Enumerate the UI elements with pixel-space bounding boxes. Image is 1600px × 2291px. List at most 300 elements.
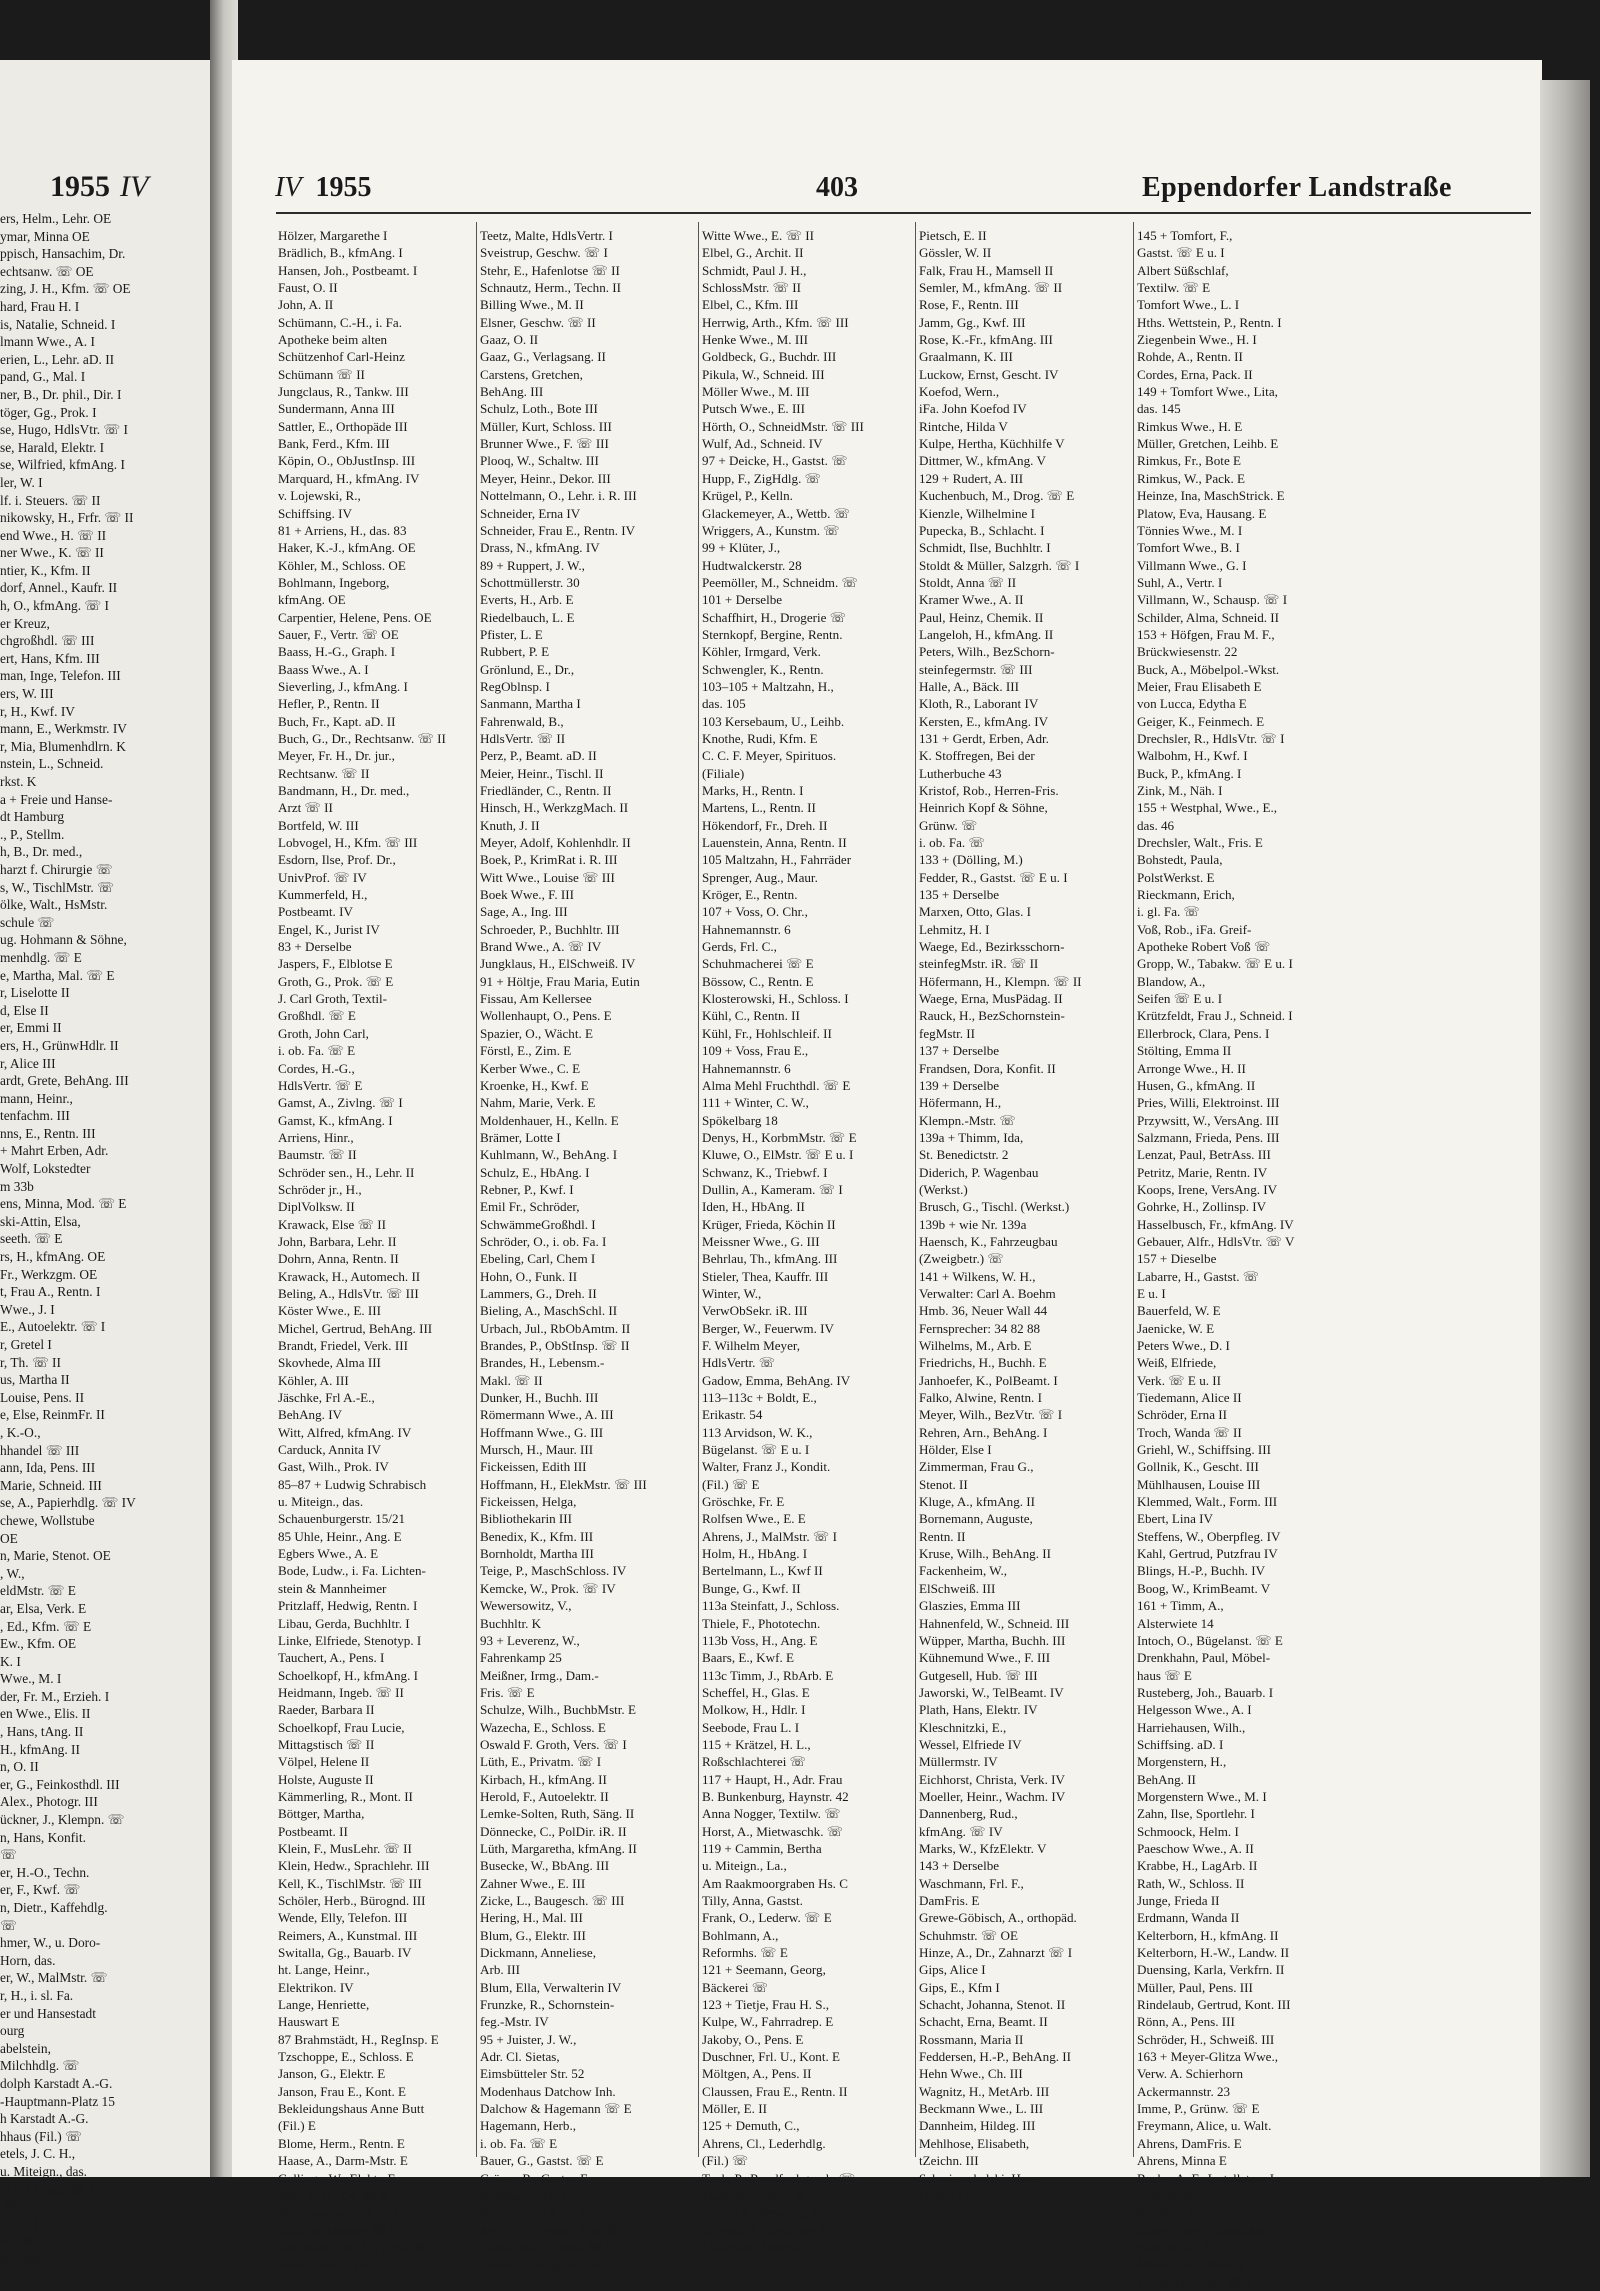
directory-entry: Haensch, K., Fahrzeugbau: [919, 1233, 1058, 1249]
directory-entry: Hinsch, H., WerkzgMach. II: [480, 800, 629, 816]
directory-entry: Diderich, P. Wagenbau: [919, 1164, 1039, 1180]
directory-entry: Peemöller, M., Schneidm. ☏: [702, 574, 858, 590]
directory-entry: er Kreuz,: [0, 615, 50, 631]
directory-entry: is, Natalie, Schneid. I: [0, 316, 116, 332]
directory-entry: schule ☏: [0, 914, 55, 930]
directory-entry: Langeloh, H., kfmAng. II: [919, 626, 1054, 642]
directory-entry: Billing Wwe., M. II: [480, 297, 584, 313]
directory-entry: Modenhaus Datchow Inh.: [480, 2083, 616, 2099]
directory-entry: Pietsch, E. II: [919, 228, 987, 243]
directory-entry: 131 + Gerdt, Erben, Adr.: [919, 730, 1049, 746]
directory-entry: 109 + Voss, Frau E.,: [702, 1043, 809, 1059]
directory-entry: Jakoby, O., Pens. E: [702, 2031, 804, 2047]
directory-entry: Walbohm, H., Kwf. I: [1137, 748, 1248, 764]
directory-entry: Rebner, P., Kwf. I: [480, 1181, 574, 1197]
directory-entry: Kühl, Fr., Hohlschleif. II: [702, 1025, 832, 1041]
directory-entry: Behrlau, Th., kfmAng. III: [702, 1251, 838, 1267]
directory-entry: Schönfeldt, Gertr.,: [1137, 2187, 1234, 2203]
directory-entry: Spazier, O., Wächt. E: [480, 1025, 594, 1041]
directory-entry: menhdlg. ☏ E: [0, 949, 82, 965]
directory-entry: Wolf, Lokstedter: [0, 1161, 91, 1177]
directory-entry: Gohrke, H., Zollinsp. IV: [1137, 1199, 1267, 1215]
directory-entry: 95 + Juister, J. W.,: [480, 2031, 577, 2047]
directory-entry: Petritz, Marie, Rentn. IV: [1137, 1164, 1268, 1180]
directory-entry: 139a + Thimm, Ida,: [919, 1129, 1024, 1145]
directory-entry: Schmoock, Helm. I: [1137, 1823, 1239, 1839]
directory-entry: Bohlmann jun., H., Kfm. ☏ I: [278, 2239, 437, 2255]
directory-entry: er, Johs.: [0, 2251, 44, 2267]
directory-entry: seeth. ☏ E: [0, 1231, 63, 1247]
directory-entry: Fris. ☏ E: [480, 1684, 535, 1700]
directory-entry: steinfegMstr. iR. ☏ II: [919, 956, 1039, 972]
directory-entry: Möller, E. II: [702, 2101, 767, 2117]
directory-entry: Moldenhauer, H., Kelln. E: [480, 1112, 619, 1128]
directory-entry: , K.-O.,: [0, 1424, 41, 1440]
directory-entry: Bank, Ferd., Kfm. III: [278, 436, 390, 452]
directory-entry: Dönnecke, C., PolDir. iR. II: [480, 1823, 627, 1839]
directory-entry: 145 + Tomfort, F.,: [1137, 228, 1233, 243]
directory-entry: lmann Wwe., A. I: [0, 334, 95, 350]
directory-entry: Hupp, F., ZigHdlg. ☏: [702, 470, 821, 486]
directory-entry: Cordes, H.-G.,: [278, 1060, 355, 1076]
directory-entry: Meissner Wwe., G. III: [702, 1233, 820, 1249]
directory-entry: Switalla, Gg., Bauarb. IV: [278, 1945, 412, 1961]
directory-entry: Esdorn, Ilse, Prof. Dr.,: [278, 852, 396, 868]
directory-entry: DiplVolksw. II: [278, 1199, 355, 1215]
directory-entry: Hagemann, Herb.,: [480, 2118, 576, 2134]
directory-entry: Schützenhof Carl-Heinz: [278, 349, 405, 365]
directory-entry: Marie, Schneid. III: [0, 1477, 102, 1493]
directory-entry: Schröder, O., i. ob. Fa. I: [480, 1233, 607, 1249]
directory-entry: Hauswart E: [278, 2014, 340, 2030]
directory-entry: 153 + Höfgen, Frau M. F.,: [1137, 626, 1275, 642]
directory-entry: Lüth, E., Privatm. ☏ I: [480, 1754, 602, 1770]
directory-entry: 103–105 + Maltzahn, H.,: [702, 678, 834, 694]
directory-entry: Bornemann, Auguste,: [919, 1511, 1033, 1527]
directory-entry: Semler, M., kfmAng. ☏ II: [919, 280, 1063, 296]
directory-entry: tenfachm. III: [0, 1108, 70, 1124]
directory-entry: ölke, Walt., HsMstr.: [0, 897, 108, 913]
directory-entry: Ew., Kfm. OE: [0, 1636, 77, 1652]
directory-entry: Lüth, Margaretha, kfmAng. II: [480, 1840, 637, 1856]
directory-entry: Wagnitz, H., MetArb. III: [919, 2083, 1050, 2099]
directory-entry: Kluwe, O., ElMstr. ☏ E u. I: [702, 1147, 854, 1163]
directory-entry: Bornholdt, Martha III: [480, 1546, 594, 1562]
directory-entry: Kahl, Gertrud, Putzfrau IV: [1137, 1546, 1278, 1562]
directory-entry: Elbel, C., Kfm. III: [702, 297, 799, 313]
directory-entry: 89 + Ruppert, J. W.,: [480, 557, 585, 573]
directory-entry: Paul, Heinz, Chemik. II: [919, 609, 1044, 625]
directory-entry: Zahn, Ilse, Sportlehr. I: [1137, 1806, 1255, 1822]
directory-entry: Krabbe, H., LagArb. II: [1137, 1858, 1258, 1874]
directory-entry: pand, G., Mal. I: [0, 369, 86, 385]
directory-entry: e, Martha, Mal. ☏ E: [0, 967, 115, 983]
directory-entry: Glaszies, Emma III: [919, 1598, 1021, 1614]
directory-entry: feg.-Mstr. IV: [480, 2014, 549, 2030]
directory-entry: Arb. III: [480, 1962, 520, 1978]
directory-entry: Holste, Auguste II: [278, 1771, 374, 1787]
directory-entry: Blum, G., Elektr. III: [480, 1927, 586, 1943]
directory-entry: Fissau, Am Kellersee: [480, 991, 592, 1007]
directory-entry: Iden, H., HbAng. II: [702, 1199, 805, 1215]
directory-entry: Meyer, Heinr., Dekor. III: [480, 470, 611, 486]
directory-entry: Schröder, Erna II: [1137, 1407, 1228, 1423]
directory-entry: PolstWerkst. E: [1137, 869, 1215, 885]
directory-entry: ymar, Minna OE: [0, 228, 90, 244]
directory-entry: VerwObSekr. iR. III: [702, 1303, 808, 1319]
directory-entry: Husen, G., kfmAng. II: [1137, 1077, 1256, 1093]
directory-entry: Schacht, Erna, Beamt. II: [919, 2014, 1048, 2030]
directory-entry: Schröder sen., H., Lehr. II: [278, 1164, 415, 1180]
directory-entry: Rohde, A., Rentn. II: [1137, 349, 1243, 365]
directory-entry: Henke Wwe., M. III: [702, 332, 808, 348]
directory-entry: Plooq, W., Schaltw. III: [480, 453, 599, 469]
directory-entry: Schmierschalski, Hans,: [919, 2170, 1042, 2186]
directory-entry: Elbel, G., Archit. II: [702, 245, 804, 261]
directory-entry: us, Martha II: [0, 1372, 70, 1388]
directory-entry: Stoldt & Müller, Salzgrh. ☏ I: [919, 557, 1080, 573]
directory-entry: Carpentier, Helene, Pens. OE: [278, 609, 432, 625]
directory-entry: Meyer, Fr. H., Dr. jur.,: [278, 748, 395, 764]
directory-entry: Kummerfeld, H.,: [278, 887, 368, 903]
directory-entry: Köhler, Irmgard, Verk.: [702, 644, 821, 660]
directory-entry: v. Lojewski, R.,: [278, 488, 361, 504]
directory-entry: Padel, Frieda, Pens. I: [278, 2257, 390, 2273]
directory-entry: Falko, Alwine, Rentn. I: [919, 1390, 1042, 1406]
directory-entry: Schoelkopf, Frau Lucie,: [278, 1719, 405, 1735]
directory-entry: SchlossMstr. ☏ II: [702, 280, 801, 296]
directory-entry: Textilw. ☏ E: [1137, 280, 1211, 296]
directory-entry: Herrwig, Arth., Kfm. ☏ III: [702, 314, 849, 330]
directory-entry: Hths. Wettstein, P., Rentn. I: [1137, 314, 1282, 330]
directory-entry: Busecke, W., BbAng. III: [480, 1858, 610, 1874]
directory-entry: Rath, W., Schloss. II: [1137, 1875, 1245, 1891]
directory-entry: Schröder, H., Schweiß. III: [1137, 2031, 1275, 2047]
directory-entry: r, Alice III: [0, 1055, 56, 1071]
directory-entry: 163 + Meyer-Glitza Wwe.,: [1137, 2049, 1279, 2065]
directory-entry: Stieler, Thea, Kauffr. III: [702, 1268, 829, 1284]
left-header-year: 1955: [50, 170, 110, 203]
directory-entry: Lenzat, Paul, BetrAss. III: [1137, 1147, 1271, 1163]
directory-entry: (Fil.) E: [278, 2118, 316, 2134]
directory-entry: Schümann, C.-H., i. Fa.: [278, 314, 403, 330]
directory-entry: Beckmann Wwe., L. III: [919, 2101, 1044, 2117]
directory-entry: Ahrens, Minna E: [1137, 2153, 1227, 2169]
directory-entry: etels, J. C. H.,: [0, 2146, 76, 2162]
directory-entry: töger, Gg., Prok. I: [0, 404, 97, 420]
directory-entry: Bibliothekarin III: [480, 1511, 572, 1527]
directory-entry: harzt f. Chirurgie ☏: [0, 861, 113, 877]
directory-entry: Stenot. II: [919, 1476, 968, 1492]
directory-entry: Römermann Wwe., A. III: [480, 1407, 614, 1423]
directory-entry: Schmidt, Paul J. H.,: [702, 262, 807, 278]
directory-entry: Brand Wwe., A. ☏ IV: [480, 939, 602, 955]
directory-entry: Feddersen, H.-P., BehAng. II: [919, 2049, 1072, 2065]
directory-entry: Suhl, A., Vertr. I: [1137, 574, 1223, 590]
directory-entry: Platow, Eva, Hausang. E: [1137, 505, 1267, 521]
directory-entry: Müller, Kurt, Schloss. III: [480, 418, 612, 434]
directory-entry: Bohlmann sen., H., i. Fa.: [278, 2205, 409, 2221]
directory-entry: Hering, H., Mal. III: [480, 1910, 583, 1926]
directory-entry: ückner, J., Klempn. ☏: [0, 1812, 125, 1828]
directory-entry: Villmann Wwe., G. I: [1137, 557, 1247, 573]
directory-entry: Frunzke, R., Schornstein-: [480, 1997, 615, 2013]
directory-entry: (Werkst.): [919, 1181, 968, 1197]
directory-entry: Ahrens, J., MalMstr. ☏ I: [702, 1528, 837, 1544]
directory-entry: Hmb. 36, Neuer Wall 44: [919, 1303, 1048, 1319]
directory-entry: Villmann, W., Schausp. ☏ I: [1137, 592, 1288, 608]
directory-entry: BehAng. IV: [278, 1407, 343, 1423]
directory-entry: Wende, Elly, Telefon. III: [278, 1910, 408, 1926]
directory-entry: Witt Wwe., Louise ☏ III: [480, 869, 615, 885]
directory-entry: Gropp, W., Tabakw. ☏ E u. I: [1137, 956, 1293, 972]
column-divider: [915, 222, 916, 2157]
directory-entry: Drenkhahn, Paul, Möbel-: [1137, 1650, 1271, 1666]
directory-entry: ert, Hans, Kfm. III: [0, 650, 100, 666]
directory-entry: Dickmann, Anneliese,: [480, 1945, 596, 1961]
directory-entry: Janson, Frau E., Kont. E: [278, 2083, 407, 2099]
directory-entry: Baass Wwe., A. I: [278, 661, 369, 677]
directory-entry: Haase, A., Darm-Mstr. E: [278, 2153, 408, 2169]
directory-entry: Kristof, Rob., Herren-Fris.: [919, 783, 1059, 798]
directory-entry: Gamst, A., Zivlng. ☏ I: [278, 1095, 403, 1111]
directory-entry: Grünw. ☏: [919, 817, 978, 833]
directory-entry: dolph Karstadt A.-G.: [0, 2075, 113, 2091]
directory-entry: Thiele, F., Phototechn.: [702, 1615, 821, 1631]
directory-entry: Gips, E., Kfm I: [919, 1979, 1000, 1995]
directory-entry: Elsner, Geschw. ☏ II: [480, 314, 596, 330]
directory-entry: Grewe-Göbisch, A., orthopäd.: [919, 1910, 1077, 1926]
directory-entry: Rimkus Wwe., H. E: [1137, 418, 1243, 434]
directory-entry: Arp, H., Dr. med., Arzt ☏ I: [480, 2222, 629, 2238]
directory-entry: Elektrikon. IV: [278, 1979, 354, 1995]
directory-entry: d, Else II: [0, 1002, 49, 1018]
directory-entry: ar, Elsa, Verk. E: [0, 1600, 87, 1616]
directory-entry: Peters Wwe., D. I: [1137, 1338, 1230, 1353]
directory-entry: ens, Minna, Mod. ☏ E: [0, 1196, 127, 1212]
directory-entry: Sauer, F., Vertr. ☏ OE: [278, 626, 399, 642]
directory-entry: Rehren, Arn., BehAng. I: [919, 1424, 1048, 1440]
directory-entry: Müllermstr. IV: [919, 1754, 998, 1770]
directory-entry: Engel, K., Jurist IV: [278, 921, 380, 937]
directory-entry: Heidmann, Ingeb. ☏ II: [278, 1684, 404, 1700]
directory-entry: Perz, P., Beamt. aD. II: [480, 748, 597, 764]
directory-entry: Rönn, A., Pens. III: [1137, 2014, 1235, 2030]
directory-entry: 113–113c + Boldt, E.,: [702, 1390, 817, 1406]
directory-entry: Schmidt, Ilse, Buchhltr. I: [919, 540, 1051, 556]
directory-entry: 139b + wie Nr. 139a: [919, 1216, 1027, 1232]
directory-entry: ug. Hohmann & Söhne,: [0, 932, 127, 948]
directory-entry: Stehr, E., Hafenlotse ☏ II: [480, 262, 620, 278]
directory-entry: hmer, W., u. Doro-: [0, 1935, 101, 1951]
directory-entry: Holm, H., HbAng. I: [702, 1546, 808, 1562]
directory-entry: Krützfeldt, Frau J., Schneid. I: [1137, 1008, 1293, 1024]
directory-entry: Witte Wwe., E. ☏ II: [702, 228, 814, 243]
directory-entry: Schneider, Frau E., Rentn. IV: [480, 522, 636, 538]
directory-entry: Erdmann, Wanda II: [1137, 1910, 1240, 1926]
directory-entry: Waege, Ed., Bezirksschorn-: [919, 939, 1065, 955]
directory-entry: Müller, Gretchen, Leihb. E: [1137, 436, 1279, 452]
directory-entry: Gollnik, K., Gescht. III: [1137, 1459, 1259, 1475]
directory-entry: Höfermann, H.,: [919, 1095, 1002, 1111]
directory-entry: Louise, Pens. II: [0, 1389, 85, 1405]
directory-entry: h, B., Dr. med.,: [0, 844, 83, 860]
directory-entry: m 33b: [0, 1178, 34, 1194]
directory-entry: Möller Wwe., M. III: [702, 384, 810, 400]
directory-entry: Gips, Alice I: [919, 1962, 986, 1978]
directory-entry: Dannheim, Hildeg. III: [919, 2118, 1036, 2134]
directory-entry: i. gl. Fa. ☏: [1137, 904, 1200, 920]
directory-entry: St. Benedictstr. 2: [919, 1147, 1009, 1163]
directory-entry: Krawack, Else ☏ II: [278, 1216, 386, 1232]
directory-entry: Knuth, J. II: [480, 817, 540, 833]
directory-entry: Knothe, Rudi, Kfm. E: [702, 730, 818, 746]
directory-entry: Ebeling, Carl, Chem I: [480, 1251, 596, 1267]
directory-entry: 85 Uhle, Heinr., Ang. E: [278, 1528, 402, 1544]
directory-entry: kfmAng. OE: [278, 592, 346, 608]
directory-entry: h Karstadt A.-G.: [0, 2111, 89, 2127]
directory-entry: se, A., Papierhdlg. ☏ IV: [0, 1495, 136, 1511]
directory-entry: Egbers Wwe., A. E: [278, 1546, 379, 1562]
directory-entry: Schiffsing. aD. I: [1137, 1736, 1224, 1752]
directory-entry: Plath, A., Wäsch. E: [702, 2187, 804, 2203]
directory-entry: Hehn Wwe., Ch. III: [919, 2066, 1023, 2082]
directory-entry: ☏: [0, 1917, 17, 1933]
directory-entry: Gössler, W. II: [919, 245, 992, 261]
directory-entry: Jungklaus, H., ElSchweiß. IV: [480, 956, 636, 972]
directory-entry: Blings, H.-P., Buchh. IV: [1137, 1563, 1266, 1579]
directory-entry: Pries, Willi, Elektroinst. III: [1137, 1095, 1280, 1111]
directory-entry: Walter, Franz J., Kondit.: [702, 1459, 831, 1475]
directory-entry: Kühnemund Wwe., F. III: [919, 1650, 1051, 1666]
directory-entry: Dohrn, Anna, Rentn. II: [278, 1251, 399, 1267]
directory-entry: Rossmann, Maria II: [919, 2031, 1024, 2047]
directory-entry: HdlsVertr. ☏ E: [278, 1077, 363, 1093]
directory-entry: Wewersowitz, V.,: [480, 1598, 572, 1614]
directory-entry: Harriehausen, Wilh.,: [1137, 1719, 1246, 1735]
directory-entry: Schulz, Loth., Bote III: [480, 401, 598, 417]
directory-entry: Emil Fr., Schröder,: [480, 1199, 580, 1215]
directory-entry: Koops, Irene, VersAng. IV: [1137, 1181, 1278, 1197]
directory-entry: Wulf, Ad., Schneid. IV: [702, 436, 823, 452]
directory-entry: Dalchow & Hagemann ☏ E: [480, 2101, 632, 2117]
directory-entry: s, W., TischlMstr. ☏: [0, 879, 114, 895]
directory-entry: Kerber Wwe., C. E: [480, 1060, 581, 1076]
directory-entry: stein & Mannheimer: [278, 1580, 387, 1596]
directory-entry: ppisch, Hansachim, Dr.: [0, 246, 126, 262]
directory-entry: Kell, K., TischlMstr. ☏ III: [278, 1875, 422, 1891]
directory-entry: ner Wwe., K. ☏ II: [0, 545, 104, 561]
directory-entry: Möltgen, A., Pens. II: [702, 2066, 812, 2082]
directory-entry: Winter, W.,: [702, 1285, 762, 1301]
directory-entry: SchwämmeGroßhdl. I: [480, 1216, 596, 1232]
directory-entry: nstein, L., Schneid.: [0, 756, 104, 772]
directory-entry: Mielke, Ma., Pens. I: [1137, 2257, 1244, 2273]
directory-entry: Schümann ☏ II: [278, 366, 365, 382]
directory-entry: Groth, John Carl,: [278, 1025, 369, 1041]
directory-entry: Obing. IV: [919, 2187, 973, 2203]
directory-entry: Ackermannstr. 23: [1137, 2083, 1231, 2099]
directory-entry: Teige, P., MaschSchloss. IV: [480, 1563, 627, 1579]
directory-entry: 139 + Derselbe: [919, 1077, 1000, 1093]
directory-entry: Tauchert, A., Pens. I: [278, 1650, 385, 1666]
directory-entry: Bieling, A., MaschSchl. II: [480, 1303, 618, 1319]
directory-entry: Buck, A., Möbelpol.-Wkst.: [1137, 661, 1280, 677]
directory-entry: Gamst, K., kfmAng. I: [278, 1112, 393, 1128]
directory-entry: Am Raakmoorgraben Hs. C: [702, 1875, 848, 1891]
directory-entry: Wüpper, Martha, Buchh. III: [919, 1632, 1066, 1648]
directory-entry: Goldbeck, G., Buchdr. III: [702, 349, 837, 365]
directory-entry: Rauck, H., BezSchornstein-: [919, 1008, 1065, 1024]
directory-entry: Bortfeld, W. III: [278, 817, 359, 833]
directory-entry: UnivProf. ☏ IV: [278, 869, 367, 885]
directory-entry: Brückwiesenstr. 22: [1137, 644, 1238, 660]
directory-entry: Grönlund, E., Dr.,: [480, 661, 575, 677]
column-divider: [1133, 222, 1134, 2157]
directory-entry: hhandel ☏ III: [0, 1442, 80, 1458]
directory-entry: Reformhs. ☏ E: [702, 1945, 788, 1961]
directory-entry: mann, Heinr.,: [0, 1090, 73, 1106]
directory-entry: Schulze, Wilh., BuchbMstr. E: [480, 1702, 636, 1718]
directory-entry: Zahner Wwe., E. III: [480, 1875, 586, 1891]
right-header-left: [275, 172, 371, 204]
directory-entry: 115 + Krätzel, H. L.,: [702, 1736, 811, 1752]
directory-entry: Paeschow Wwe., A. II: [1137, 1840, 1254, 1856]
directory-entry: Bunge, G., Kwf. II: [702, 1580, 801, 1596]
directory-entry: 111 + Winter, C. W.,: [702, 1095, 809, 1111]
directory-entry: 113 Arvidson, W. K.,: [702, 1424, 813, 1440]
directory-entry: Michel, Gertrud, BehAng. III: [278, 1320, 433, 1336]
directory-entry: Helgesson Wwe., A. I: [1137, 1702, 1252, 1718]
directory-entry: Ellerbrock, Clara, Pens. I: [1137, 1025, 1270, 1041]
directory-entry: Fr., Werkzgm. OE: [0, 1266, 98, 1282]
directory-entry: Nahm, Marie, Verk. E: [480, 1095, 596, 1111]
directory-entry: haus ☏ E: [1137, 1667, 1192, 1683]
directory-entry: Kuhlmann, W., BehAng. I: [480, 1147, 618, 1163]
directory-entry: hhaus (Fil.) ☏: [0, 2128, 82, 2144]
directory-entry: Kersten, E., kfmAng. IV: [919, 713, 1049, 729]
directory-entry: n, O. II: [0, 1759, 39, 1775]
left-page-column: [0, 210, 210, 2268]
directory-entry: n, Marie, Stenot. OE: [0, 1548, 111, 1564]
directory-entry: Riedelbauch, L. E: [480, 609, 575, 625]
directory-entry: Heinrich Kopf & Söhne,: [919, 800, 1048, 816]
directory-entry: Schröder jr., H.,: [278, 1181, 362, 1197]
directory-entry: Tiedemann, Alice II: [1137, 1390, 1242, 1406]
directory-entry: Hefler, P., Rentn. II: [278, 696, 380, 712]
directory-entry: Wilhelms, M., Arb. E: [919, 1338, 1032, 1353]
directory-entry: Bohstedt, Paula,: [1137, 852, 1223, 868]
directory-entry: Lemke-Solten, Ruth, Säng. II: [480, 1806, 635, 1822]
directory-entry: J. Carl Groth, Textil-: [278, 991, 388, 1007]
directory-entry: Jäschke, Frl A.-E.,: [278, 1390, 375, 1406]
directory-entry: r, Liselotte II: [0, 985, 70, 1001]
directory-entry: Klempn.-Mstr. ☏: [919, 1112, 1016, 1128]
directory-entry: Hoffmann, H., ElekMstr. ☏ III: [480, 1476, 647, 1492]
directory-entry: tZeichn. III: [919, 2153, 979, 2169]
directory-entry: Pupecka, B., Schlacht. I: [919, 522, 1045, 538]
directory-entry: Brädlich, B., kfmAng. I: [278, 245, 403, 261]
directory-entry: Boog, W., KrimBeamt. V: [1137, 1580, 1271, 1596]
directory-entry: Imme, P., Grünw. ☏ E: [1137, 2101, 1260, 2117]
directory-entry: Großhdl. ☏ E: [278, 1008, 356, 1024]
directory-entry: Reimers, A., Kunstmal. III: [278, 1927, 418, 1943]
directory-entry: Drechsler, R., HdlsVtr. ☏ I: [1137, 730, 1285, 746]
directory-entry: ers, Helm., Lehr. OE: [0, 211, 112, 226]
directory-entry: Dittmer, W., kfmAng. V: [919, 453, 1046, 469]
directory-entry: Bleyer, Chr., Kfm. I: [480, 2205, 585, 2221]
directory-entry: Tank, P., Rundfunkgesch. ☏: [702, 2170, 856, 2186]
